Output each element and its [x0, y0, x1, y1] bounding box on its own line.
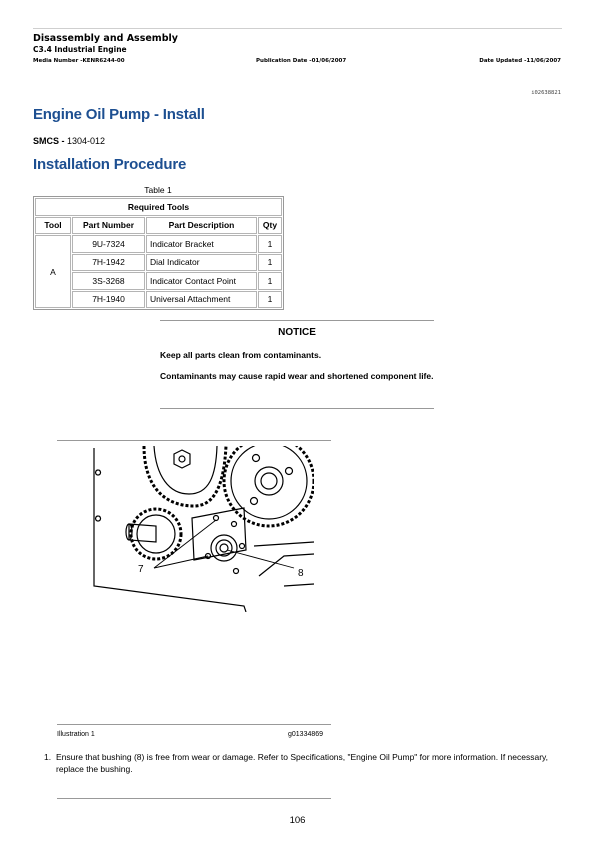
- smcs-label: SMCS -: [33, 136, 65, 146]
- table-caption: Table 1: [144, 185, 172, 195]
- step-number: 1.: [44, 752, 52, 762]
- column-header-tool: Tool: [35, 217, 71, 235]
- oil-pump-illustration: [84, 446, 314, 612]
- callout-7: 7: [138, 564, 144, 575]
- notice-text-clean-parts: Keep all parts clean from contaminants.: [160, 350, 322, 360]
- table-title: Required Tools: [35, 198, 282, 216]
- figure-top-rule: [57, 440, 331, 441]
- notice-bottom-rule: [160, 408, 434, 409]
- smcs-code: [33, 136, 105, 146]
- notice-text-contaminants: Contaminants may cause rapid wear and shortened component life.: [160, 371, 434, 381]
- illustration-caption: Illustration 1: [57, 731, 95, 738]
- column-header-part-description: Part Description: [146, 217, 257, 235]
- procedure-step: [44, 752, 554, 775]
- callout-8: 8: [298, 568, 304, 579]
- notice-top-rule: [160, 320, 434, 321]
- qty-cell: 1: [258, 235, 282, 253]
- qty-cell: 1: [258, 272, 282, 290]
- smcs-value: 1304-012: [67, 136, 106, 146]
- step-end-rule: [57, 798, 331, 799]
- table-row: [35, 272, 282, 290]
- page-number: 106: [289, 815, 306, 826]
- part-number-cell: 3S-3268: [72, 272, 145, 290]
- engine-model: C3.4 Industrial Engine: [33, 45, 127, 54]
- part-description-cell: Universal Attachment: [146, 291, 257, 309]
- section-title: Installation Procedure: [33, 156, 187, 173]
- tool-group-cell: A: [35, 235, 71, 308]
- notice-title: NOTICE: [278, 327, 316, 338]
- table-row: [35, 291, 282, 309]
- page-title: Engine Oil Pump - Install: [33, 106, 205, 123]
- part-number-cell: 9U-7324: [72, 235, 145, 253]
- illustration-graphic-id: g01334869: [288, 731, 324, 738]
- media-number: Media Number -KENR6244-00: [33, 58, 125, 64]
- figure-bottom-rule: [57, 724, 331, 725]
- column-header-part-number: Part Number: [72, 217, 145, 235]
- column-header-qty: Qty: [258, 217, 282, 235]
- table-row: [35, 254, 282, 272]
- date-updated: Date Updated -11/06/2007: [479, 58, 561, 64]
- publication-date: Publication Date -01/06/2007: [256, 58, 347, 64]
- qty-cell: 1: [258, 291, 282, 309]
- step-text: Ensure that bushing (8) is free from wear or damage. Refer to Specifications, "Engine Oil Pump" for more information. If necessary, replace the bushing.: [56, 752, 549, 774]
- manual-title: Disassembly and Assembly: [33, 33, 178, 44]
- part-number-cell: 7H-1940: [72, 291, 145, 309]
- part-number-cell: 7H-1942: [72, 254, 145, 272]
- table-row: [35, 235, 282, 253]
- part-description-cell: Indicator Bracket: [146, 235, 257, 253]
- document-id: i02638821: [531, 90, 561, 96]
- part-description-cell: Indicator Contact Point: [146, 272, 257, 290]
- header-rule: [33, 28, 562, 29]
- required-tools-table: [33, 196, 284, 310]
- qty-cell: 1: [258, 254, 282, 272]
- part-description-cell: Dial Indicator: [146, 254, 257, 272]
